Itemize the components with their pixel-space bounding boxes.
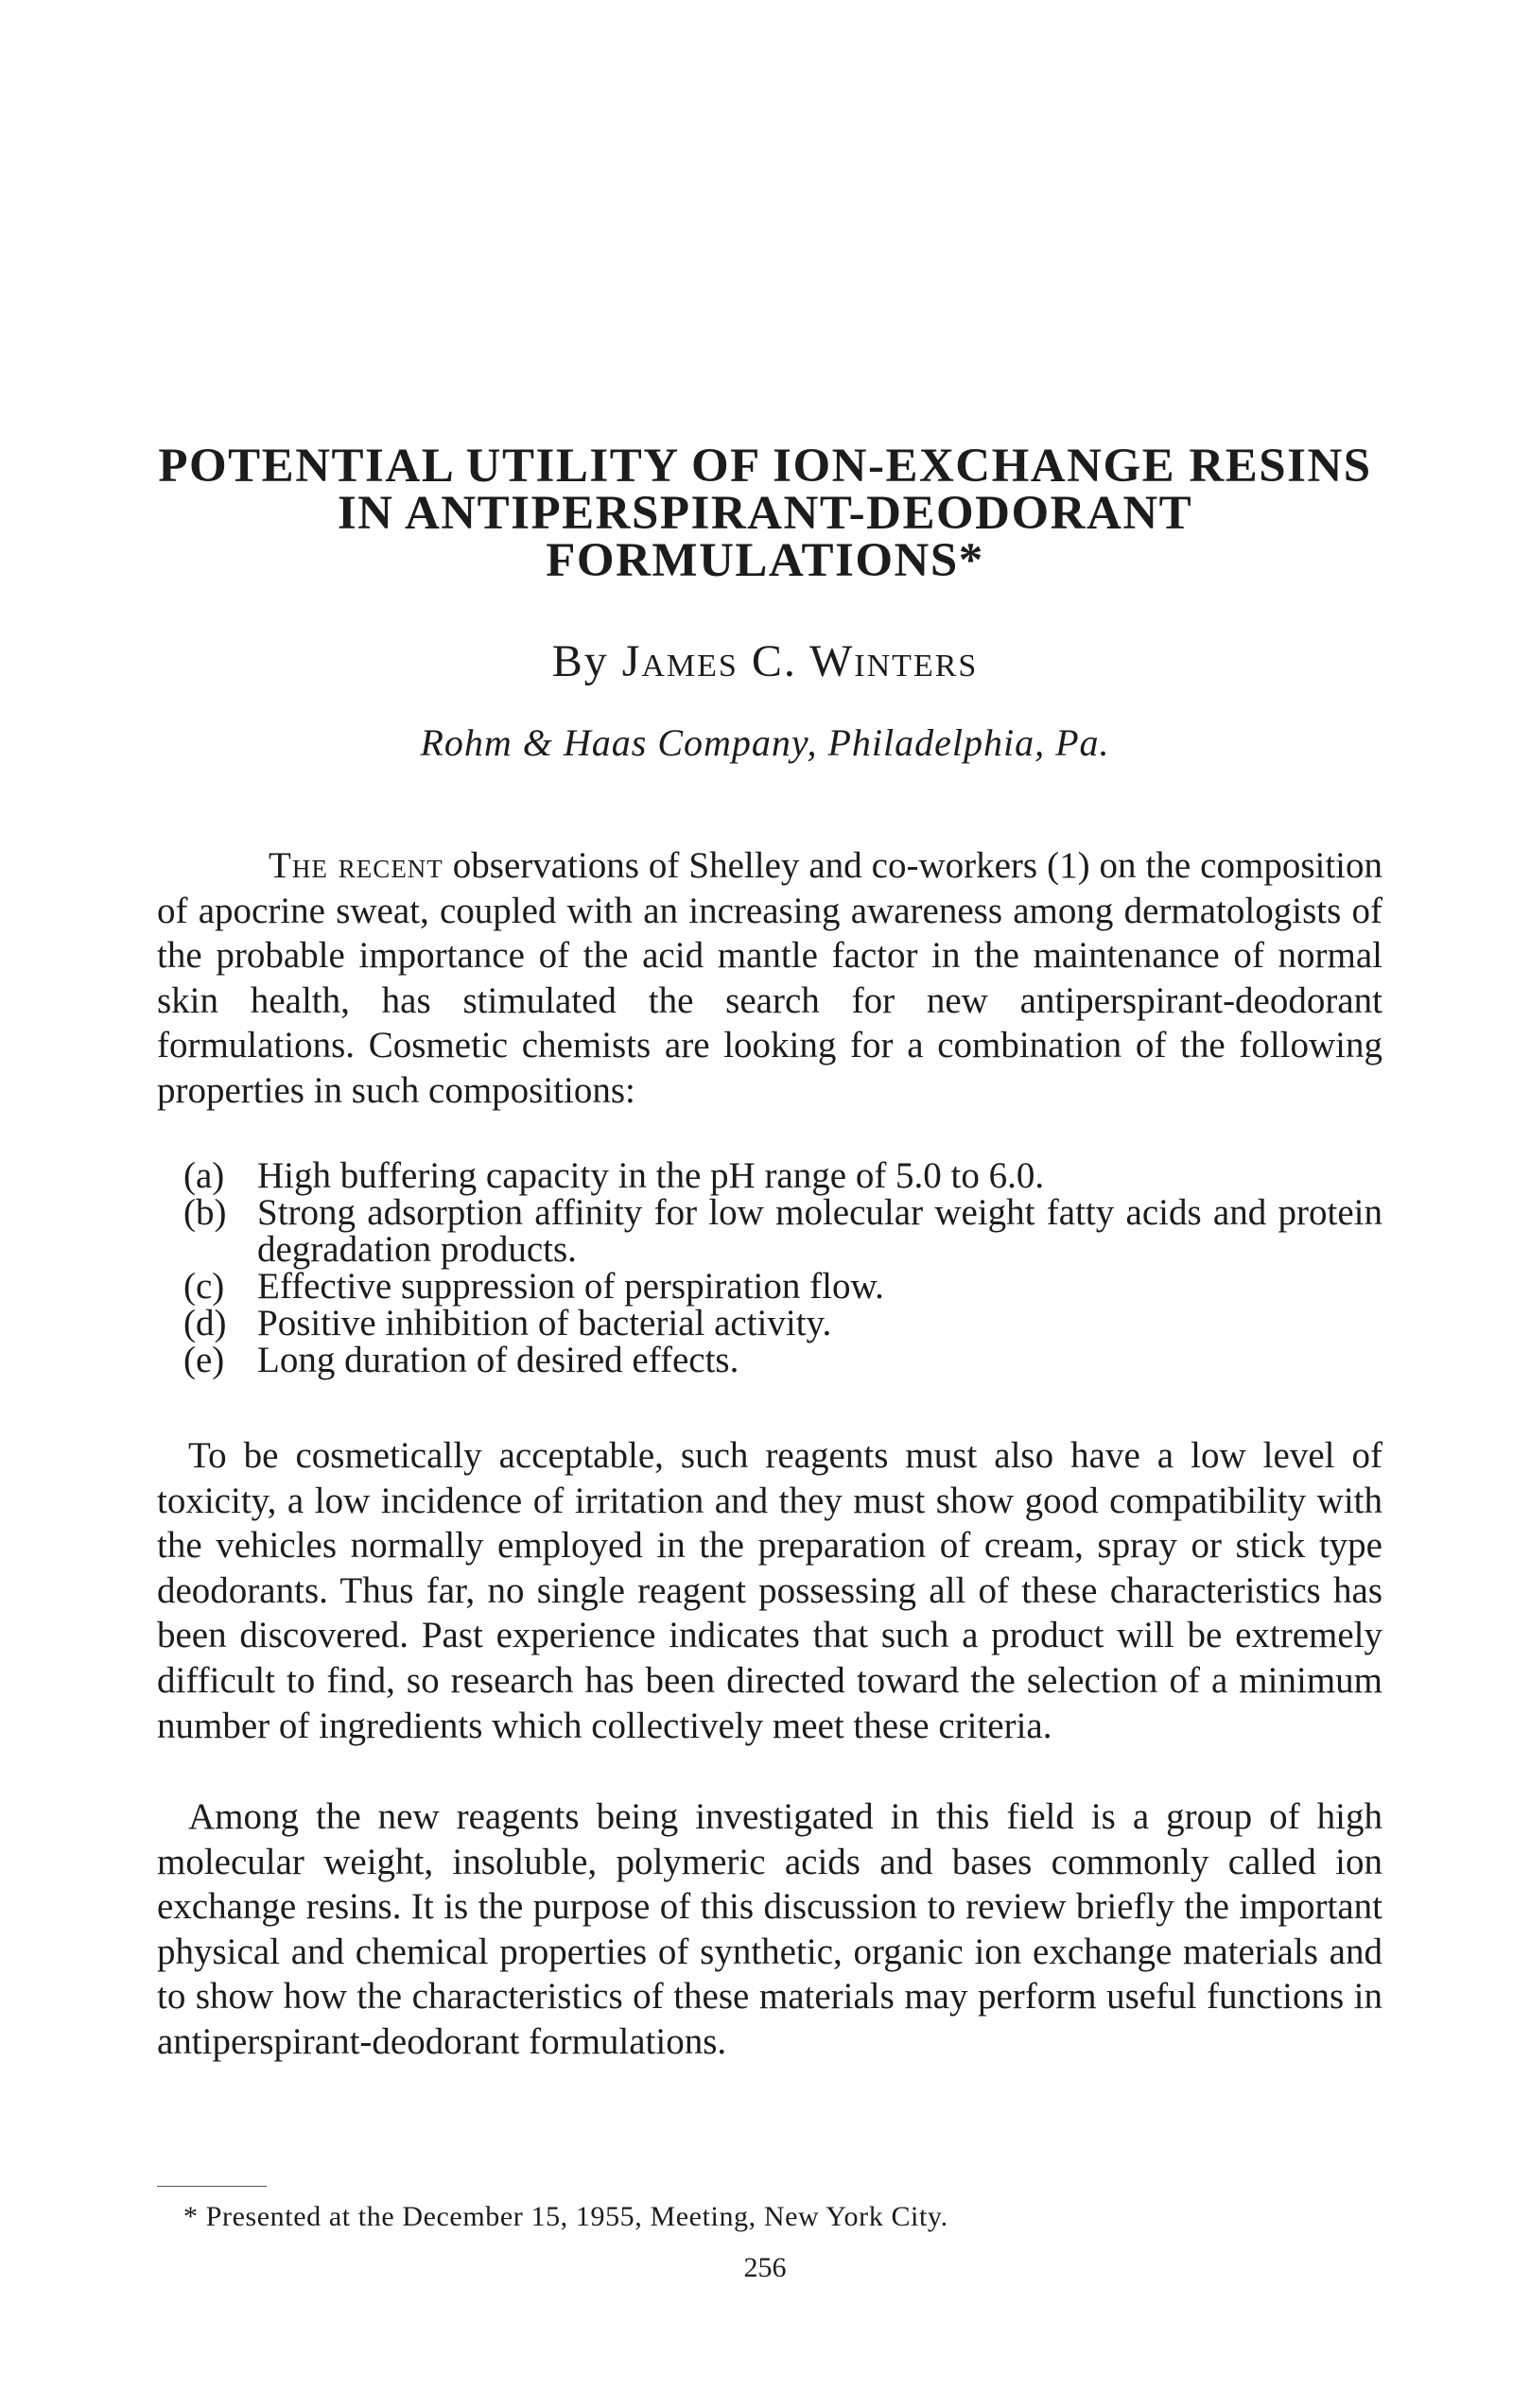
- list-item-text: Positive inhibition of bacterial activity.: [257, 1303, 832, 1343]
- paragraph-lead-in: The recent: [269, 845, 443, 886]
- byline-prefix: By: [551, 636, 609, 686]
- list-item-marker: (b): [183, 1192, 227, 1233]
- properties-list: [183, 1157, 1382, 1378]
- paragraph-acceptability: To be cosmetically acceptable, such reagents must also have a low level of toxicity, a low incidence of irritation and they must show good compatibility with the vehicles normally employed in the preparation of cream, spray or stick type deodorants. Thus far, no single reagent possessing all of these characteristics has been discovered. Past experience indicates that such a product will be extremely difficult to find, so research has been directed toward the selection of a minimum number of ingredients which collectively meet these criteria.: [157, 1435, 1382, 1746]
- list-item-marker: (d): [183, 1303, 227, 1343]
- author-name: James C. Winters: [621, 636, 979, 686]
- page-number: 256: [743, 2252, 787, 2283]
- title-line-1: POTENTIAL UTILITY OF ION-EXCHANGE RESINS: [158, 440, 1372, 493]
- list-item-text: Effective suppression of perspiration flow.: [257, 1266, 884, 1307]
- list-item-text: Long duration of desired effects.: [257, 1340, 739, 1380]
- byline: [142, 635, 1388, 687]
- affiliation: Rohm & Haas Company, Philadelphia, Pa.: [420, 721, 1110, 764]
- list-item: [183, 1157, 1382, 1194]
- list-item: [183, 1194, 1382, 1268]
- paragraph-intro: [157, 843, 1382, 1114]
- list-item: [183, 1342, 1382, 1378]
- title-line-2: IN ANTIPERSPIRANT-DEODORANT: [337, 487, 1193, 540]
- list-item-marker: (e): [183, 1340, 225, 1380]
- paragraph-ion-exchange: Among the new reagents being investigated in this field is a group of high molecular weight, insoluble, polymeric acids and bases commonly called ion exchange resins. It is the purpose of this discussion to review briefly the important physical and chemical properties of synthetic, organic ion exchange materials and to show how the characteristics of these materials may perform useful functions in antiperspirant-deodorant formulations.: [157, 1796, 1382, 2062]
- list-item-marker: (c): [183, 1266, 225, 1307]
- list-item: [183, 1268, 1382, 1305]
- list-item: [183, 1305, 1382, 1342]
- footnote: * Presented at the December 15, 1955, Meeting, New York City.: [183, 2201, 948, 2232]
- title-line-3: FORMULATIONS*: [546, 534, 984, 587]
- list-item-text: Strong adsorption affinity for low molecular weight fatty acids and protein degradation products.: [257, 1192, 1382, 1270]
- footnote-divider: [157, 2186, 267, 2187]
- article-title: [142, 440, 1388, 587]
- list-item-text: High buffering capacity in the pH range of 5.0 to 6.0.: [257, 1155, 1045, 1196]
- list-item-marker: (a): [183, 1155, 225, 1196]
- paragraph-intro-text: observations of Shelley and co-workers (1) on the composition of apocrine sweat, coupled with an increasing awareness among dermatologists of the probable importance of the acid mantle factor in the maintenance of normal skin health, has stimulated the search for new antiperspirant-deodorant formulations. Cosmetic chemists are looking for a combination of the following properties in such compositions:: [157, 845, 1382, 1111]
